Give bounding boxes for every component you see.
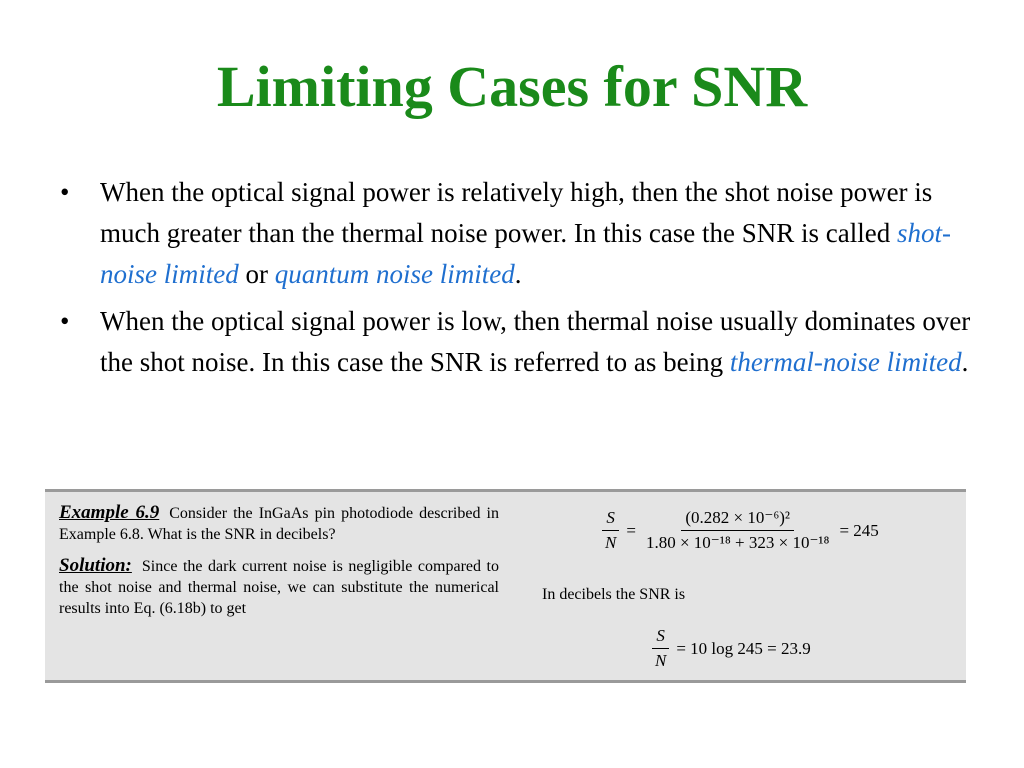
solution-heading: Solution:: [59, 555, 132, 576]
bullet-text: When the optical signal power is low, then thermal noise usually dominates over the shot noise. In this case the SNR is referred to as being: [100, 306, 971, 377]
bullet-list: [58, 172, 978, 389]
equation-result: = 10 log 245 = 23.9: [676, 638, 811, 658]
fraction-denominator: 1.80 × 10⁻¹⁸ + 323 × 10⁻¹⁸: [645, 533, 830, 552]
example-text: [59, 502, 499, 629]
equation-result: = 245: [839, 520, 879, 540]
emphasis-term: shot-noise limited: [100, 218, 952, 289]
solution-text: Since the dark current noise is negligible compared to the shot noise and thermal noise, we can substitute the numerical results into Eq. (6.18b) to get: [59, 558, 499, 617]
example-box: [45, 489, 966, 683]
fraction-denominator: N: [655, 651, 667, 670]
example-question: Consider the InGaAs pin photodiode described in Example 6.8. What is the SNR in decibels?: [59, 505, 499, 543]
example-heading: Example 6.9: [59, 502, 160, 523]
snr-equation: [595, 508, 879, 553]
equals-sign: =: [626, 520, 636, 540]
emphasis-term: quantum noise limited: [274, 259, 515, 289]
slide-title: Limiting Cases for SNR: [216, 54, 808, 119]
emphasis-term: thermal-noise limited: [729, 347, 962, 377]
bullet-marker: •: [60, 306, 70, 336]
snr-db-equation: [645, 626, 811, 671]
fraction-numerator: S: [602, 508, 619, 531]
bullet-text: or: [238, 259, 275, 289]
bullet-text: When the optical signal power is relatively high, then the shot noise power is much greater than the thermal noise power. In this case the SNR is called: [100, 177, 933, 248]
snr-fraction: [651, 626, 670, 671]
bullet-marker: •: [60, 177, 70, 207]
fraction-numerator: (0.282 × 10⁻⁶)²: [681, 508, 794, 531]
bullet-item-1: [58, 172, 978, 295]
decibels-text: In decibels the SNR is: [542, 586, 686, 603]
bullet-text: .: [961, 347, 969, 377]
snr-fraction: [601, 508, 620, 553]
fraction-numerator: S: [652, 626, 669, 649]
bullet-item-2: [58, 301, 978, 383]
bullet-text: .: [514, 259, 522, 289]
fraction-denominator: N: [605, 533, 617, 552]
power-ratio-fraction: [642, 508, 834, 553]
